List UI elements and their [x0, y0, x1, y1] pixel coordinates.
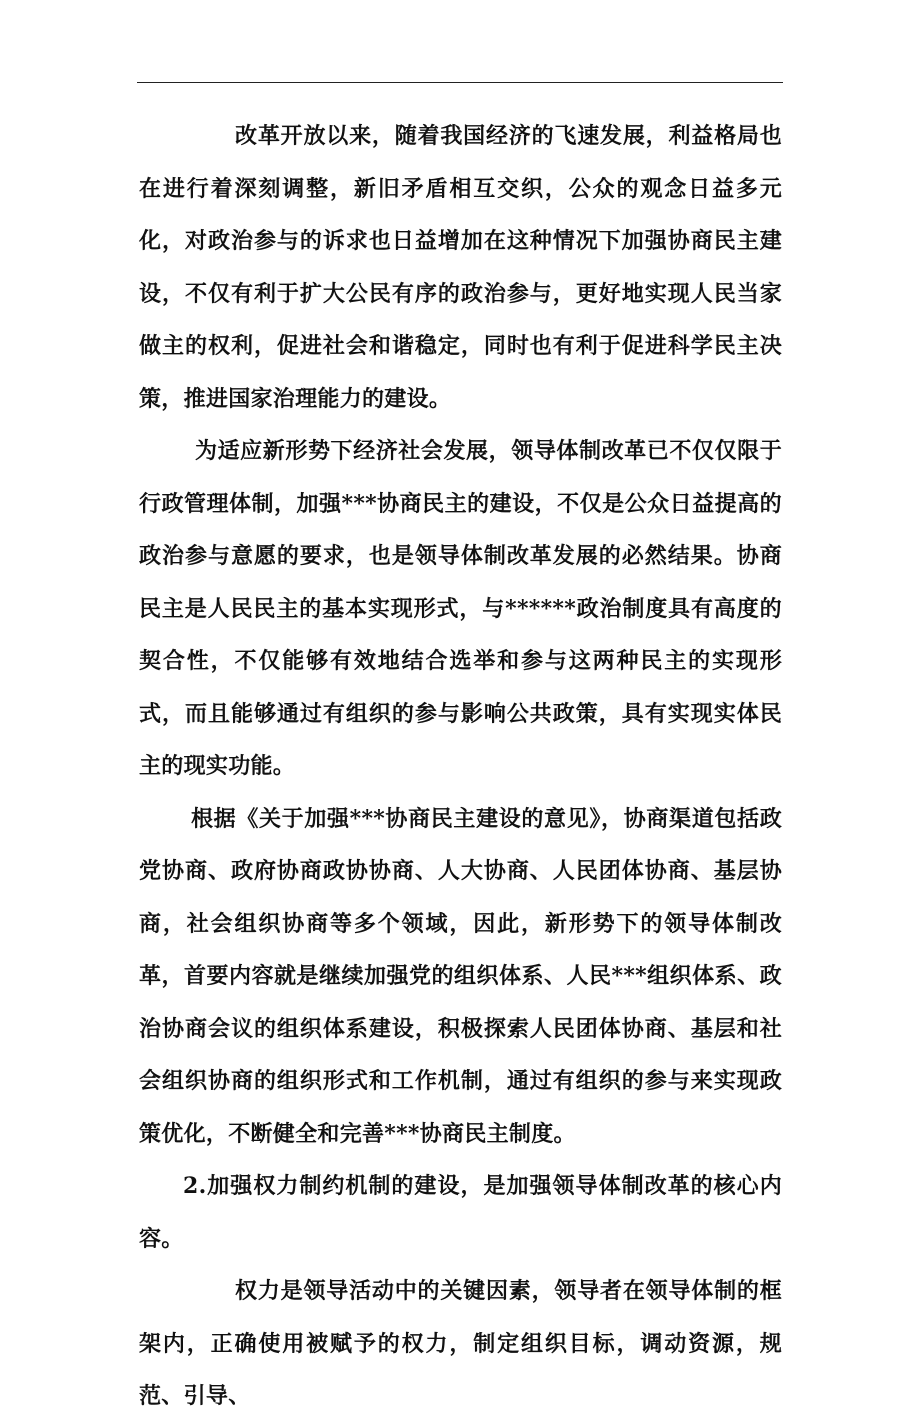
paragraph-5: 权力是领导活动中的关键因素，领导者在领导体制的框架内，正确使用被赋予的权力，制定组织目标，调动资源，规范、引导、	[139, 1278, 782, 1409]
paragraph-3: 根据《关于加强***协商民主建设的意见》，协商渠道包括政党协商、政府协商政协协商、人大协商、人民团体协商、基层协商，社会组织协商等多个领域，因此，新形势下的领导体制改革，首要内容就是继续加强党的组织体系、人民***组织体系、政治协商会议的组织体系建设，积极探索人民团体协商、基层和社会组织协商的组织形式和工作机制，通过有组织的参与来实现政策优化，不断健全和完善***协商民主制度。	[139, 805, 782, 1147]
paragraph-4-heading: 2.加强权力制约机制的建设，是加强领导体制改革的核心内容。	[139, 1173, 782, 1252]
paragraph-1: 改革开放以来，随着我国经济的飞速发展，利益格局也在进行着深刻调整，新旧矛盾相互交织，公众的观念日益多元化，对政治参与的诉求也日益增加在这种情况下加强协商民主建设，不仅有利于扩大公民有序的政治参与，更好地实现人民当家做主的权利，促进社会和谐稳定，同时也有利于促进科学民主决策，推进国家治理能力的建设。	[139, 123, 782, 412]
paragraph-2: 为适应新形势下经济社会发展，领导体制改革已不仅仅限于行政管理体制，加强***协商民主的建设，不仅是公众日益提高的政治参与意愿的要求，也是领导体制改革发展的必然结果。协商民主是人民民主的基本实现形式，与******政治制度具有高度的契合性，不仅能够有效地结合选举和参与这两种民主的实现形式，而且能够通过有组织的参与影响公共政策，具有实现实体民主的现实功能。	[139, 438, 782, 779]
header-rule	[137, 82, 783, 83]
document-body	[139, 110, 782, 1423]
